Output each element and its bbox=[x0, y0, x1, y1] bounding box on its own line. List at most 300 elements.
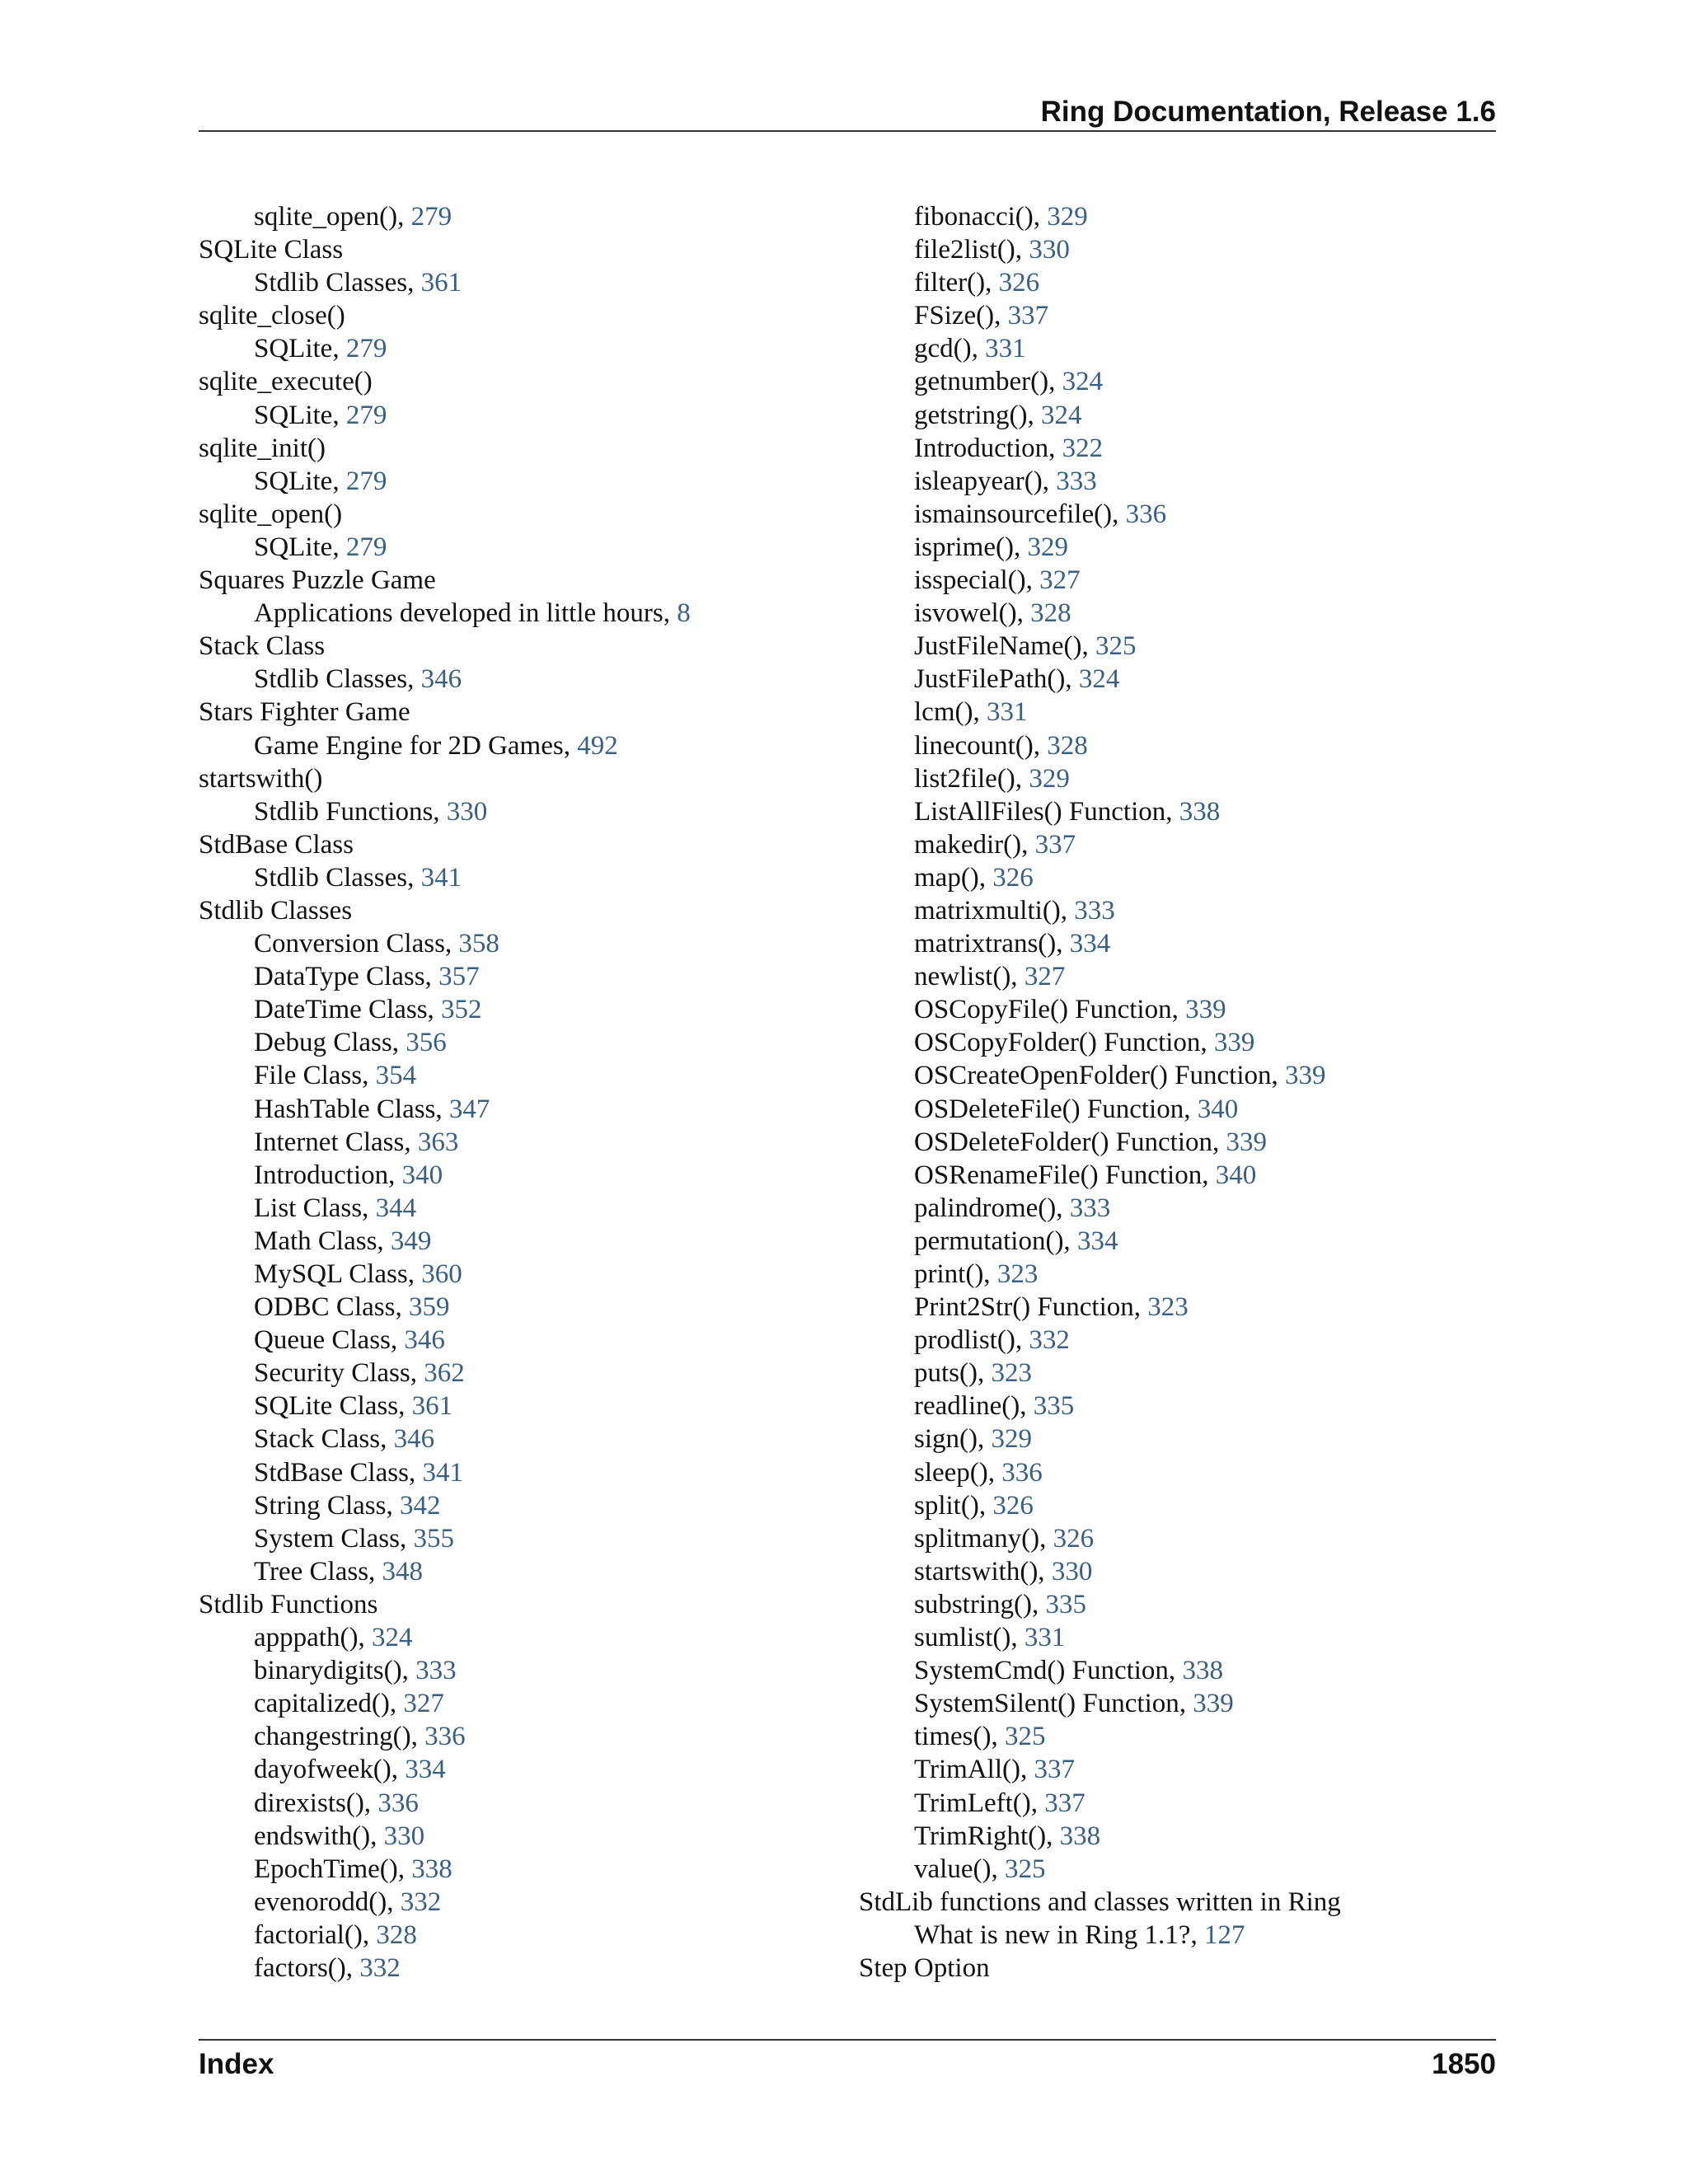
index-entry-text: ListAllFiles() Function, bbox=[914, 796, 1179, 827]
index-entry-text: Stars Fighter Game bbox=[199, 697, 410, 728]
page-link[interactable]: 333 bbox=[1056, 466, 1097, 496]
index-entry-text: sleep(), bbox=[914, 1457, 1002, 1488]
index-entry-text: factorial(), bbox=[254, 1919, 377, 1950]
page-link[interactable]: 324 bbox=[371, 1623, 413, 1653]
index-subentry bbox=[199, 1919, 691, 1952]
page-link[interactable]: 330 bbox=[1029, 235, 1070, 265]
index-subentry bbox=[199, 1489, 691, 1522]
index-subentry bbox=[859, 1059, 1341, 1092]
index-entry-text: direxists(), bbox=[254, 1788, 378, 1818]
index-subentry bbox=[859, 266, 1341, 299]
index-entry-text: EpochTime(), bbox=[254, 1854, 412, 1884]
page-link[interactable]: 334 bbox=[1076, 1226, 1118, 1256]
page-link[interactable]: 362 bbox=[424, 1358, 465, 1389]
index-subentry bbox=[199, 1258, 691, 1291]
index-entry-text: Stdlib Classes bbox=[199, 895, 353, 926]
page-link[interactable]: 336 bbox=[1001, 1457, 1043, 1488]
page-link[interactable]: 334 bbox=[405, 1755, 446, 1785]
page-link[interactable]: 279 bbox=[345, 532, 387, 562]
index-subentry bbox=[199, 1720, 691, 1753]
index-subentry bbox=[199, 993, 691, 1026]
index-entry-text: getnumber(), bbox=[914, 367, 1062, 397]
index-subentry bbox=[199, 927, 691, 960]
index-subentry bbox=[199, 960, 691, 993]
index-entry-text: startswith() bbox=[199, 763, 323, 794]
index-entry-text: substring(), bbox=[914, 1589, 1046, 1619]
index-subentry bbox=[859, 1919, 1341, 1952]
index-entry-text: getstring(), bbox=[914, 400, 1041, 430]
index-entry-text: makedir(), bbox=[914, 829, 1035, 860]
index-entry-text: ODBC Class, bbox=[254, 1292, 409, 1323]
page-link[interactable]: 340 bbox=[1215, 1160, 1257, 1190]
index-entry-text: SQLite Class bbox=[199, 235, 344, 265]
page-link[interactable]: 328 bbox=[376, 1919, 417, 1950]
page-link[interactable]: 330 bbox=[1051, 1556, 1093, 1586]
index-subentry bbox=[859, 299, 1341, 332]
index-subentry bbox=[859, 1555, 1341, 1588]
index-entry-text: Squares Puzzle Game bbox=[199, 565, 436, 596]
page-link[interactable]: 333 bbox=[415, 1656, 457, 1686]
index-column-left bbox=[199, 200, 691, 1985]
index-entry-text: sqlite_execute() bbox=[199, 367, 373, 397]
index-subentry bbox=[859, 498, 1341, 531]
page-link[interactable]: 323 bbox=[991, 1358, 1032, 1389]
index-entry-text: JustFilePath(), bbox=[914, 664, 1079, 695]
index-subentry bbox=[199, 1621, 691, 1654]
index-entry-text: apppath(), bbox=[254, 1623, 372, 1653]
page-link[interactable]: 327 bbox=[1039, 565, 1081, 596]
page-link[interactable]: 328 bbox=[1047, 730, 1088, 761]
index-entry-text: puts(), bbox=[914, 1358, 992, 1389]
page-link[interactable]: 344 bbox=[375, 1193, 417, 1223]
index-entry-text: HashTable Class, bbox=[254, 1094, 449, 1124]
index-subentry bbox=[199, 1853, 691, 1886]
index-entry-text: newlist(), bbox=[914, 962, 1025, 992]
page-link[interactable]: 324 bbox=[1078, 664, 1120, 695]
index-subentry bbox=[859, 1291, 1341, 1324]
index-entry-text: times(), bbox=[914, 1722, 1005, 1752]
page-link[interactable]: 336 bbox=[377, 1788, 419, 1818]
index-entry-text: SystemSilent() Function, bbox=[914, 1689, 1193, 1719]
index-subentry bbox=[199, 1225, 691, 1258]
header-rule bbox=[199, 130, 1496, 132]
index-subentry bbox=[199, 1820, 691, 1853]
page-link[interactable]: 324 bbox=[1040, 400, 1082, 430]
index-subentry bbox=[859, 365, 1341, 398]
index-entry bbox=[199, 630, 691, 663]
index-subentry bbox=[199, 1687, 691, 1720]
page-link[interactable]: 338 bbox=[1059, 1821, 1101, 1851]
page-link[interactable]: 332 bbox=[359, 1952, 401, 1983]
page-link[interactable]: 338 bbox=[411, 1854, 452, 1884]
index-entry-text: SQLite, bbox=[254, 400, 346, 430]
index-entry-text: Internet Class, bbox=[254, 1127, 418, 1157]
index-subentry bbox=[859, 332, 1341, 365]
index-entry-text: System Class, bbox=[254, 1523, 414, 1554]
index-subentry bbox=[199, 729, 691, 762]
index-subentry bbox=[859, 1654, 1341, 1687]
footer-section: Index bbox=[199, 2048, 274, 2080]
index-entry-text: Conversion Class, bbox=[254, 929, 459, 959]
index-subentry bbox=[859, 200, 1341, 233]
page-link[interactable]: 323 bbox=[996, 1259, 1039, 1289]
index-entry-text: isleapyear(), bbox=[914, 466, 1057, 496]
index-entry-text: JustFileName(), bbox=[914, 631, 1095, 662]
index-subentry bbox=[199, 1555, 691, 1588]
page-link[interactable]: 346 bbox=[420, 664, 462, 695]
index-subentry bbox=[859, 762, 1341, 795]
page-link[interactable]: 339 bbox=[1285, 1061, 1326, 1091]
index-subentry bbox=[859, 1820, 1341, 1853]
index-entry-text: lcm(), bbox=[914, 697, 987, 728]
index-entry-text: Queue Class, bbox=[254, 1325, 405, 1356]
page-link[interactable]: 338 bbox=[1179, 796, 1221, 827]
index-subentry bbox=[859, 1026, 1341, 1059]
index-subentry bbox=[859, 696, 1341, 729]
index-entry-text: OSCreateOpenFolder() Function, bbox=[914, 1061, 1285, 1091]
index-subentry bbox=[199, 663, 691, 696]
page-footer bbox=[199, 2042, 1496, 2087]
index-subentry bbox=[859, 1687, 1341, 1720]
index-entry-text: sumlist(), bbox=[914, 1623, 1025, 1653]
page-link[interactable]: 325 bbox=[1004, 1722, 1046, 1752]
index-subentry bbox=[199, 1126, 691, 1159]
index-entry-text: prodlist(), bbox=[914, 1325, 1029, 1356]
index-entry-text: sign(), bbox=[914, 1424, 992, 1455]
running-header: Ring Documentation, Release 1.6 bbox=[1040, 96, 1496, 128]
page-link[interactable]: 334 bbox=[1069, 929, 1111, 959]
index-entry-text: evenorodd(), bbox=[254, 1886, 401, 1917]
page-link[interactable]: 352 bbox=[441, 995, 482, 1025]
footer-page-number: 1850 bbox=[1432, 2048, 1496, 2080]
page-link[interactable]: 341 bbox=[420, 862, 462, 893]
index-subentry bbox=[199, 1456, 691, 1489]
index-entry-text: Math Class, bbox=[254, 1226, 391, 1256]
index-entry-text: print(), bbox=[914, 1259, 997, 1289]
index-subentry bbox=[199, 1654, 691, 1687]
index-entry-text: endswith(), bbox=[254, 1821, 384, 1851]
page-link[interactable]: 331 bbox=[985, 334, 1026, 364]
index-entry-text: sqlite_init() bbox=[199, 433, 326, 463]
page-link[interactable]: 348 bbox=[382, 1556, 424, 1586]
page-link[interactable]: 327 bbox=[1024, 962, 1066, 992]
page-link[interactable]: 335 bbox=[1033, 1391, 1075, 1422]
index-entry-text: dayofweek(), bbox=[254, 1755, 406, 1785]
index-entry-text: Tree Class, bbox=[254, 1556, 382, 1586]
index-entry bbox=[199, 696, 691, 729]
index-subentry bbox=[199, 531, 691, 564]
index-entry bbox=[859, 1952, 1341, 1985]
index-entry-text: OSCopyFile() Function, bbox=[914, 995, 1186, 1025]
page-link[interactable]: 360 bbox=[421, 1259, 462, 1289]
index-subentry bbox=[199, 1952, 691, 1985]
index-entry-text: File Class, bbox=[254, 1061, 376, 1091]
index-subentry bbox=[859, 1258, 1341, 1291]
index-subentry bbox=[199, 1291, 691, 1324]
index-subentry bbox=[859, 630, 1341, 663]
page-link[interactable]: 329 bbox=[991, 1424, 1032, 1455]
page-link[interactable]: 492 bbox=[577, 730, 618, 761]
index-entry-text: isspecial(), bbox=[914, 565, 1040, 596]
page-link[interactable]: 337 bbox=[1034, 1755, 1075, 1785]
page-link[interactable]: 332 bbox=[1029, 1325, 1070, 1356]
page-link[interactable]: 359 bbox=[408, 1292, 450, 1323]
index-subentry bbox=[859, 1787, 1341, 1820]
index-entry-text: sqlite_close() bbox=[199, 301, 345, 331]
index-column-right bbox=[859, 200, 1341, 1985]
index-subentry bbox=[199, 1357, 691, 1390]
index-entry-text: Stack Class, bbox=[254, 1424, 394, 1455]
index-subentry bbox=[859, 1324, 1341, 1357]
page-link[interactable]: 326 bbox=[998, 268, 1040, 298]
index-entry-text: Stdlib Functions bbox=[199, 1589, 378, 1619]
index-entry-text: Game Engine for 2D Games, bbox=[254, 730, 578, 761]
index-entry-text: Stdlib Classes, bbox=[254, 664, 421, 695]
page-link[interactable]: 354 bbox=[375, 1061, 417, 1091]
page-link[interactable]: 329 bbox=[1047, 202, 1088, 232]
index-entry-text: OSDeleteFile() Function, bbox=[914, 1094, 1198, 1124]
index-subentry bbox=[859, 233, 1341, 266]
page-link[interactable]: 330 bbox=[383, 1821, 425, 1851]
index-entry bbox=[199, 299, 691, 332]
index-entry-text: factors(), bbox=[254, 1952, 360, 1983]
index-entry-text: SystemCmd() Function, bbox=[914, 1656, 1183, 1686]
index-entry-text: permutation(), bbox=[914, 1226, 1077, 1256]
page-link[interactable]: 279 bbox=[345, 400, 387, 430]
page-link[interactable]: 339 bbox=[1213, 1028, 1255, 1058]
page-link[interactable]: 279 bbox=[410, 202, 452, 232]
page-link[interactable]: 329 bbox=[1029, 763, 1070, 794]
index-subentry bbox=[199, 861, 691, 894]
index-subentry bbox=[199, 399, 691, 432]
index-subentry bbox=[199, 795, 691, 828]
index-entry-text: sqlite_open(), bbox=[254, 202, 411, 232]
index-entry bbox=[199, 432, 691, 465]
index-subentry bbox=[199, 597, 691, 630]
footer-rule bbox=[199, 2039, 1496, 2041]
page-link[interactable]: 326 bbox=[1053, 1523, 1095, 1554]
page-link[interactable]: 340 bbox=[401, 1160, 443, 1190]
page-link[interactable]: 8 bbox=[677, 598, 691, 629]
index-entry-text: gcd(), bbox=[914, 334, 986, 364]
page-link[interactable]: 279 bbox=[345, 466, 387, 496]
index-subentry bbox=[859, 1126, 1341, 1159]
page-link[interactable]: 335 bbox=[1045, 1589, 1086, 1619]
index-subentry bbox=[859, 828, 1341, 861]
index-entry-text: split(), bbox=[914, 1490, 993, 1521]
index-subentry bbox=[199, 200, 691, 233]
index-subentry bbox=[859, 399, 1341, 432]
page-link[interactable]: 333 bbox=[1069, 1193, 1111, 1223]
index-entry bbox=[199, 365, 691, 398]
page-link[interactable]: 323 bbox=[1147, 1292, 1189, 1323]
index-entry-text: startswith(), bbox=[914, 1556, 1052, 1586]
index-subentry bbox=[859, 1621, 1341, 1654]
index-entry-text: map(), bbox=[914, 862, 993, 893]
index-subentry bbox=[859, 861, 1341, 894]
index-entry-text: Stack Class bbox=[199, 631, 326, 662]
index-entry bbox=[199, 894, 691, 927]
page-link[interactable]: 339 bbox=[1185, 995, 1226, 1025]
index-entry-text: SQLite, bbox=[254, 334, 346, 364]
index-subentry bbox=[859, 1588, 1341, 1621]
page-link[interactable]: 331 bbox=[986, 697, 1028, 728]
index-subentry bbox=[859, 993, 1341, 1026]
index-entry-text: changestring(), bbox=[254, 1722, 425, 1752]
index-entry-text: OSRenameFile() Function, bbox=[914, 1160, 1216, 1190]
index-subentry bbox=[199, 332, 691, 365]
index-subentry bbox=[859, 1390, 1341, 1422]
index-entry-text: TrimLeft(), bbox=[914, 1788, 1045, 1818]
index-subentry bbox=[859, 597, 1341, 630]
page-link[interactable]: 336 bbox=[1125, 499, 1167, 529]
index-entry-text: Applications developed in little hours, bbox=[254, 598, 678, 629]
index-entry-text: palindrome(), bbox=[914, 1193, 1070, 1223]
index-subentry bbox=[859, 795, 1341, 828]
page-link[interactable]: 330 bbox=[446, 796, 488, 827]
index-entry-text: DateTime Class, bbox=[254, 995, 442, 1025]
index-subentry bbox=[859, 1720, 1341, 1753]
page-link[interactable]: 337 bbox=[1007, 301, 1049, 331]
index-entry-text: OSDeleteFolder() Function, bbox=[914, 1127, 1226, 1157]
index-entry-text: StdBase Class, bbox=[254, 1457, 423, 1488]
index-subentry bbox=[859, 894, 1341, 927]
page-link[interactable]: 332 bbox=[400, 1886, 442, 1917]
page-link[interactable]: 361 bbox=[420, 268, 462, 298]
index-entry-text: Stdlib Functions, bbox=[254, 796, 447, 827]
page-link[interactable]: 322 bbox=[1062, 433, 1104, 463]
index-subentry bbox=[859, 1225, 1341, 1258]
index-subentry bbox=[859, 465, 1341, 498]
index-entry-text: Stdlib Classes, bbox=[254, 268, 421, 298]
index-subentry bbox=[859, 1489, 1341, 1522]
index-subentry bbox=[199, 266, 691, 299]
index-entry-text: List Class, bbox=[254, 1193, 376, 1223]
page-link[interactable]: 358 bbox=[458, 929, 499, 959]
page-link[interactable]: 279 bbox=[345, 334, 387, 364]
index-entry-text: Introduction, bbox=[914, 433, 1062, 463]
page-link[interactable]: 331 bbox=[1024, 1623, 1066, 1653]
page-link[interactable]: 356 bbox=[406, 1028, 447, 1058]
index-entry-text: readline(), bbox=[914, 1391, 1034, 1422]
index-entry-text: StdLib functions and classes written in Ring bbox=[859, 1886, 1341, 1917]
index-entry-text: splitmany(), bbox=[914, 1523, 1053, 1554]
index-entry-text: binarydigits(), bbox=[254, 1656, 416, 1686]
index-entry bbox=[859, 1886, 1341, 1919]
page-link[interactable]: 337 bbox=[1034, 829, 1076, 860]
page-link[interactable]: 324 bbox=[1062, 367, 1104, 397]
page-link[interactable]: 347 bbox=[448, 1094, 490, 1124]
page-link[interactable]: 327 bbox=[403, 1689, 444, 1719]
index-subentry bbox=[859, 531, 1341, 564]
page-link[interactable]: 338 bbox=[1182, 1656, 1223, 1686]
index-entry-text: Introduction, bbox=[254, 1160, 402, 1190]
index-entry-text: What is new in Ring 1.1?, bbox=[914, 1919, 1204, 1950]
index-entry bbox=[199, 762, 691, 795]
index-entry-text: TrimAll(), bbox=[914, 1755, 1034, 1785]
index-subentry bbox=[199, 1753, 691, 1786]
index-entry bbox=[199, 1588, 691, 1621]
page-link[interactable]: 339 bbox=[1193, 1689, 1234, 1719]
page-link[interactable]: 340 bbox=[1197, 1094, 1239, 1124]
index-entry-text: fibonacci(), bbox=[914, 202, 1048, 232]
index-subentry bbox=[859, 1093, 1341, 1126]
index-subentry bbox=[199, 1390, 691, 1422]
index-entry-text: Step Option bbox=[859, 1952, 990, 1983]
page-link[interactable]: 341 bbox=[422, 1457, 463, 1488]
page-link[interactable]: 325 bbox=[1095, 631, 1137, 662]
index-entry bbox=[199, 498, 691, 531]
index-entry bbox=[199, 564, 691, 597]
page-link[interactable]: 127 bbox=[1203, 1919, 1245, 1950]
page-link[interactable]: 349 bbox=[390, 1226, 432, 1256]
page-link[interactable]: 339 bbox=[1226, 1127, 1268, 1157]
index-subentry bbox=[859, 432, 1341, 465]
page-link[interactable]: 346 bbox=[404, 1325, 445, 1356]
index-entry-text: DataType Class, bbox=[254, 962, 439, 992]
index-subentry bbox=[199, 1422, 691, 1455]
page-link[interactable]: 326 bbox=[992, 1490, 1034, 1521]
index-entry-text: matrixtrans(), bbox=[914, 929, 1070, 959]
index-entry-text: sqlite_open() bbox=[199, 499, 343, 529]
index-entry-text: Stdlib Classes, bbox=[254, 862, 421, 893]
index-entry-text: file2list(), bbox=[914, 235, 1029, 265]
index-subentry bbox=[859, 564, 1341, 597]
index-subentry bbox=[199, 1522, 691, 1555]
page-link[interactable]: 326 bbox=[992, 862, 1034, 893]
index-entry-text: list2file(), bbox=[914, 763, 1029, 794]
index-entry-text: SQLite, bbox=[254, 532, 346, 562]
index-subentry bbox=[859, 1192, 1341, 1225]
index-entry-text: SQLite, bbox=[254, 466, 346, 496]
index-subentry bbox=[199, 1159, 691, 1192]
page-link[interactable]: 333 bbox=[1074, 895, 1115, 926]
page-link[interactable]: 355 bbox=[413, 1523, 454, 1554]
index-entry-text: filter(), bbox=[914, 268, 999, 298]
page-link[interactable]: 325 bbox=[1004, 1854, 1046, 1884]
index-entry-text: capitalized(), bbox=[254, 1689, 404, 1719]
index-subentry bbox=[859, 1422, 1341, 1455]
page-link[interactable]: 328 bbox=[1030, 598, 1071, 629]
page-link[interactable]: 346 bbox=[393, 1424, 435, 1455]
index-subentry bbox=[199, 1787, 691, 1820]
page-link[interactable]: 337 bbox=[1044, 1788, 1085, 1818]
index-entry-text: isprime(), bbox=[914, 532, 1028, 562]
page-link[interactable]: 329 bbox=[1027, 532, 1068, 562]
index-entry-text: FSize(), bbox=[914, 301, 1008, 331]
index-subentry bbox=[859, 960, 1341, 993]
index-entry-text: matrixmulti(), bbox=[914, 895, 1075, 926]
index-entry-text: SQLite Class, bbox=[254, 1391, 412, 1422]
index-entry-text: isvowel(), bbox=[914, 598, 1031, 629]
index-entry-text: OSCopyFolder() Function, bbox=[914, 1028, 1214, 1058]
index-entry-text: linecount(), bbox=[914, 730, 1048, 761]
index-subentry bbox=[199, 1324, 691, 1357]
index-subentry bbox=[859, 927, 1341, 960]
index-subentry bbox=[859, 1753, 1341, 1786]
index-entry-text: value(), bbox=[914, 1854, 1005, 1884]
index-subentry bbox=[199, 465, 691, 498]
index-subentry bbox=[859, 1456, 1341, 1489]
page-link[interactable]: 363 bbox=[417, 1127, 459, 1157]
index-subentry bbox=[859, 1159, 1341, 1192]
page-link[interactable]: 336 bbox=[424, 1722, 466, 1752]
index-subentry bbox=[859, 1357, 1341, 1390]
page-link[interactable]: 342 bbox=[399, 1490, 441, 1521]
index-entry-text: Security Class, bbox=[254, 1358, 424, 1389]
page-link[interactable]: 357 bbox=[438, 962, 480, 992]
page-link[interactable]: 361 bbox=[411, 1391, 453, 1422]
